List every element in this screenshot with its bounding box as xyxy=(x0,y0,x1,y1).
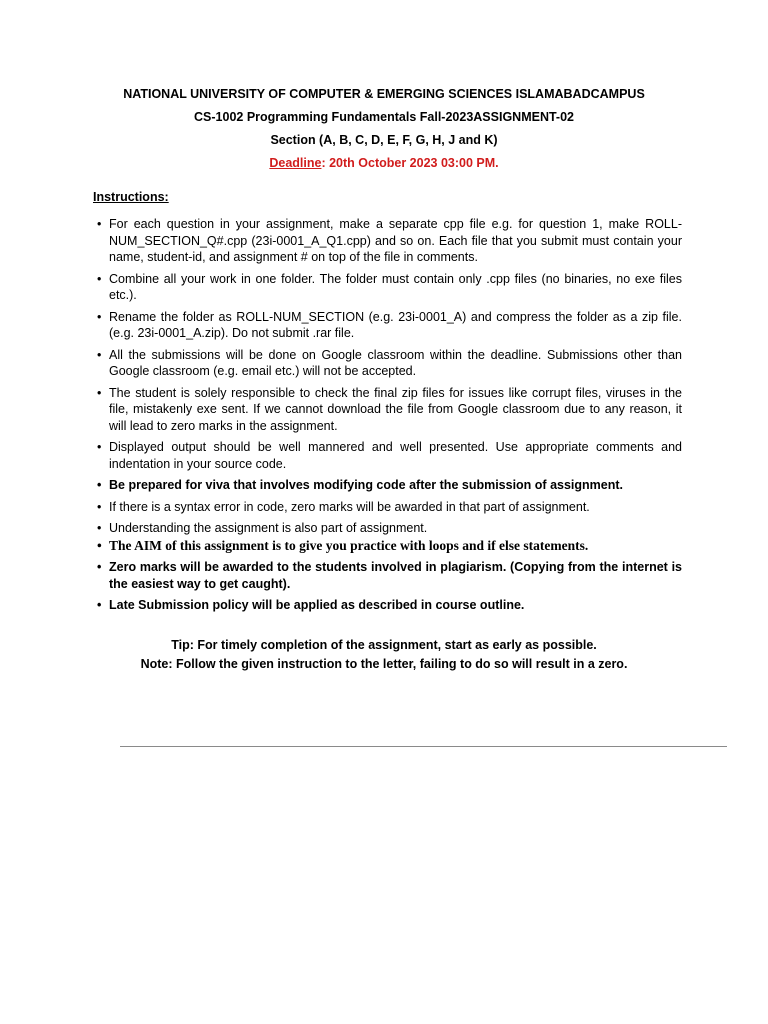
instruction-item: • Understanding the assignment is also part of assignment. xyxy=(97,520,682,537)
instruction-item: • All the submissions will be done on Google classroom within the deadline. Submissions other than Google classroom (e.g. email etc.) will not be accepted. xyxy=(97,347,682,380)
instruction-item: • Rename the folder as ROLL-NUM_SECTION (e.g. 23i-0001_A) and compress the folder as a zip file. (e.g. 23i-0001_A.zip). Do not submit .rar file. xyxy=(97,309,682,342)
instruction-item: • The AIM of this assignment is to give you practice with loops and if else statements. xyxy=(97,538,682,555)
instruction-item: • If there is a syntax error in code, zero marks will be awarded in that part of assignment. xyxy=(97,499,682,516)
deadline-value: : 20th October 2023 03:00 PM. xyxy=(321,156,499,170)
instructions-list xyxy=(97,216,682,619)
instructions-heading: Instructions: xyxy=(93,190,169,204)
university-title: NATIONAL UNIVERSITY OF COMPUTER & EMERGING SCIENCES ISLAMABADCAMPUS xyxy=(123,87,645,101)
course-title: CS-1002 Programming Fundamentals Fall-2023ASSIGNMENT-02 xyxy=(194,110,574,124)
instruction-item: • Displayed output should be well mannered and well presented. Use appropriate comments and indentation in your source code. xyxy=(97,439,682,472)
tip-line: Tip: For timely completion of the assignment, start as early as possible. xyxy=(171,638,597,652)
note-line: Note: Follow the given instruction to the letter, failing to do so will result in a zero. xyxy=(140,657,628,671)
instruction-item: • Be prepared for viva that involves modifying code after the submission of assignment. xyxy=(97,477,682,494)
instruction-item: • Late Submission policy will be applied as described in course outline. xyxy=(97,597,682,614)
instruction-item: • Zero marks will be awarded to the students involved in plagiarism. (Copying from the internet is the easiest way to get caught). xyxy=(97,559,682,592)
deadline-label: Deadline xyxy=(269,156,322,170)
instruction-item: • For each question in your assignment, make a separate cpp file e.g. for question 1, make ROLL-NUM_SECTION_Q#.cpp (23i-0001_A_Q1.cpp) and so on. Each file that you submit must contain your name, student-id, and assignment # on top of the file in comments. xyxy=(97,216,682,266)
instruction-item: • The student is solely responsible to check the final zip files for issues like corrupt files, viruses in the file, mistakenly exe sent. If we cannot download the file from Google classroom due to any reason, it will lead to zero marks in the assignment. xyxy=(97,385,682,435)
deadline-line xyxy=(0,155,768,171)
horizontal-rule xyxy=(120,746,727,747)
instruction-item: • Combine all your work in one folder. The folder must contain only .cpp files (no binaries, no exe files etc.). xyxy=(97,271,682,304)
sections-line: Section (A, B, C, D, E, F, G, H, J and K) xyxy=(270,133,498,147)
